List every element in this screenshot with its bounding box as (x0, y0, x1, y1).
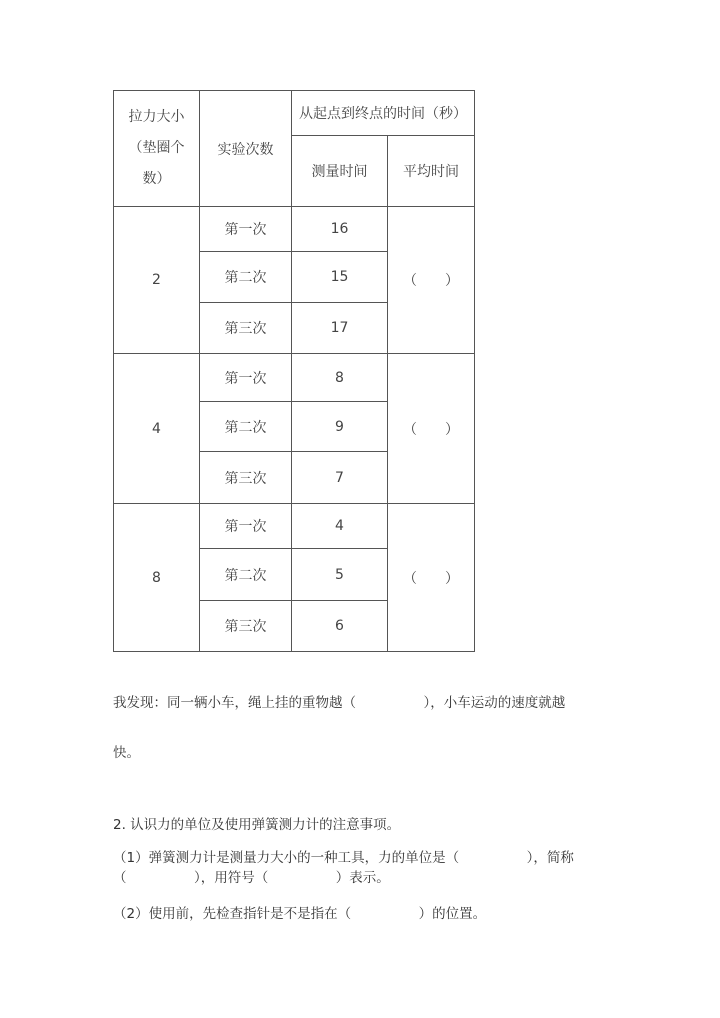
force-cell: 2 (114, 207, 200, 354)
average-blank: （ ） (388, 504, 475, 652)
time-cell: 4 (292, 504, 388, 549)
force-cell: 8 (114, 504, 200, 652)
average-blank: （ ） (388, 207, 475, 354)
trial-label: 第三次 (200, 601, 292, 652)
question-2-title: 2. 认识力的单位及使用弹簧测力计的注意事项。 (113, 817, 401, 833)
time-cell: 15 (292, 252, 388, 303)
table-row (114, 354, 475, 402)
time-cell: 9 (292, 402, 388, 452)
time-cell: 17 (292, 303, 388, 354)
header-text: 拉力大小 (128, 109, 185, 125)
trial-label: 第一次 (200, 504, 292, 549)
time-cell: 16 (292, 207, 388, 252)
finding-line-1: 我发现：同一辆小车，绳上挂的重物越（ ），小车运动的速度就越 (113, 695, 566, 711)
question-2-item-1-line-1: （1）弹簧测力计是测量力大小的一种工具，力的单位是（ ），简称 (113, 850, 574, 866)
header-text: 数） (142, 171, 171, 187)
trial-label: 第二次 (200, 252, 292, 303)
time-cell: 6 (292, 601, 388, 652)
header-text: （垫圈个 (128, 140, 185, 156)
trial-label: 第二次 (200, 549, 292, 601)
average-blank: （ ） (388, 354, 475, 504)
time-cell: 7 (292, 452, 388, 504)
header-average-time: 平均时间 (388, 136, 475, 207)
question-2-item-1-line-2: （ ），用符号（ ）表示。 (113, 870, 390, 886)
trial-label: 第二次 (200, 402, 292, 452)
force-cell: 4 (114, 354, 200, 504)
trial-label: 第三次 (200, 452, 292, 504)
table-row (114, 504, 475, 549)
header-measured-time: 测量时间 (292, 136, 388, 207)
experiment-table (113, 90, 475, 652)
time-cell: 8 (292, 354, 388, 402)
trial-label: 第一次 (200, 207, 292, 252)
header-trial-count: 实验次数 (200, 91, 292, 207)
table-row (114, 207, 475, 252)
question-2-item-2: （2）使用前，先检查指针是不是指在（ ）的位置。 (113, 906, 487, 922)
header-force-size (114, 91, 200, 207)
time-cell: 5 (292, 549, 388, 601)
header-time-group: 从起点到终点的时间（秒） (292, 91, 475, 136)
trial-label: 第一次 (200, 354, 292, 402)
finding-line-2: 快。 (113, 745, 140, 761)
trial-label: 第三次 (200, 303, 292, 354)
